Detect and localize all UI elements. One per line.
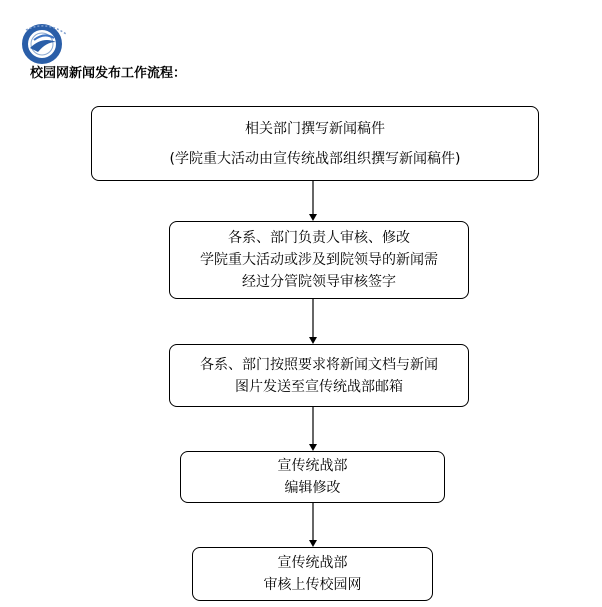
step-2-line-2: 学院重大活动或涉及到院领导的新闻需 xyxy=(200,252,438,268)
flow-step-4 xyxy=(180,451,445,503)
step-5-line-2: 审核上传校园网 xyxy=(263,577,362,593)
page-title: 校园网新闻发布工作流程： xyxy=(30,66,187,81)
step-2-line-3: 经过分管院领导审核签字 xyxy=(242,274,396,290)
step-3-line-2: 图片发送至宣传统战部邮箱 xyxy=(235,378,403,395)
step-2-line-1: 各系、部门负责人审核、修改 xyxy=(228,230,410,246)
flow-step-3 xyxy=(169,344,469,407)
step-4-line-2: 编辑修改 xyxy=(284,480,341,496)
step-5-line-1: 宣传统战部 xyxy=(277,555,348,571)
step-3-line-1: 各系、部门按照要求将新闻文档与新闻 xyxy=(200,356,438,373)
step-1-line-2: (学院重大活动由宣传统战部组织撰写新闻稿件) xyxy=(169,150,461,167)
flow-step-2 xyxy=(169,221,469,299)
step-1-line-1: 相关部门撰写新闻稿件 xyxy=(245,120,385,137)
step-4-line-1: 宣传统战部 xyxy=(277,458,348,474)
flow-step-5 xyxy=(192,547,433,601)
flow-step-1 xyxy=(91,106,539,181)
